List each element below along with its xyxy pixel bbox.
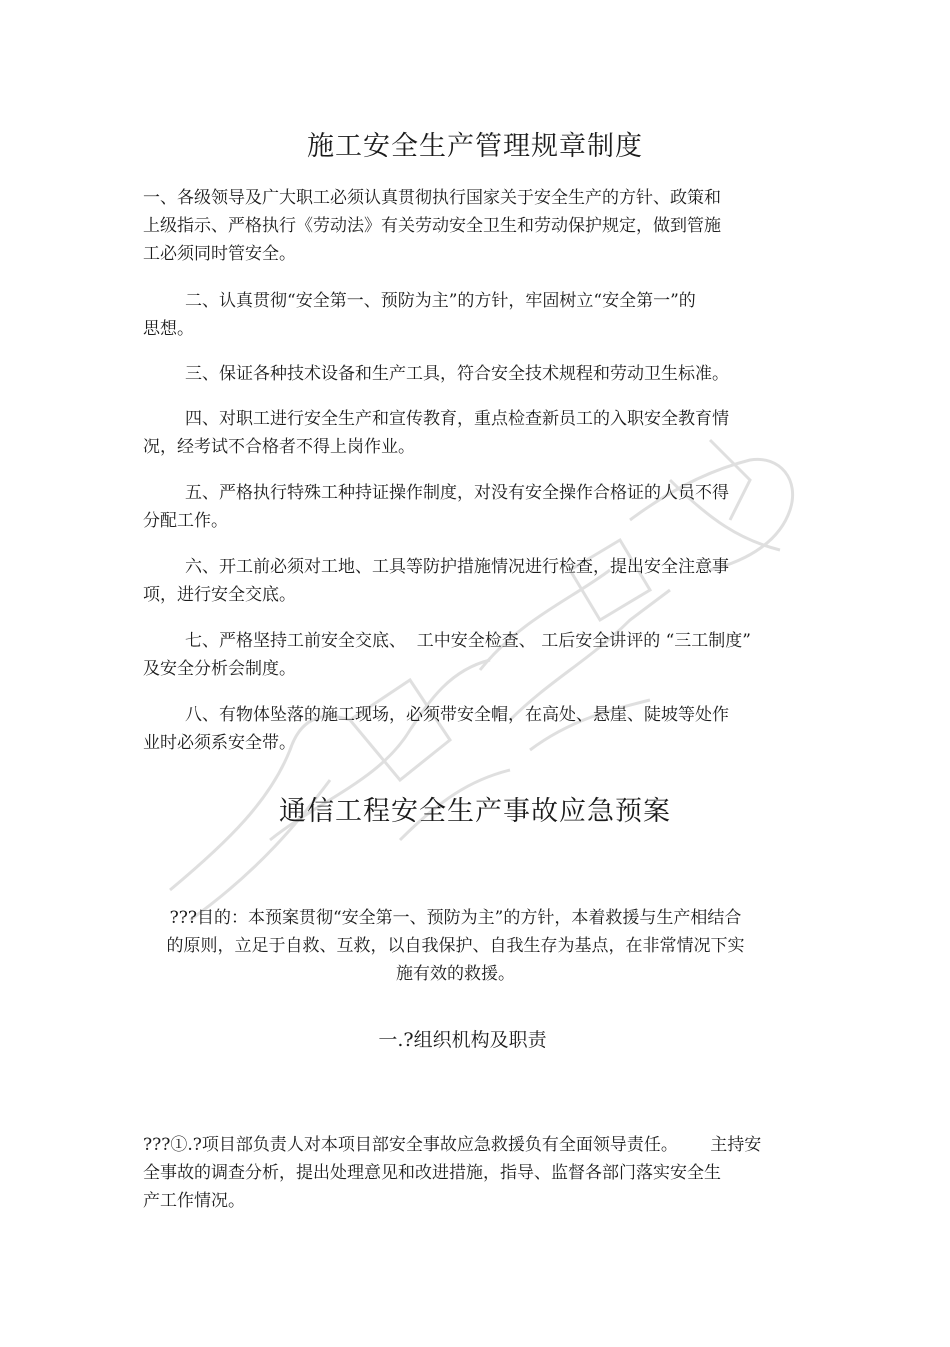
- purpose-paragraph: ???目的：本预案贯彻“安全第一、预防为主”的方针，本着救援与生产相结合 的原则，立足于自救、互救，以自我保护、自我生存为基点，在非常情况下实 施有效的救援。: [166, 908, 745, 984]
- rule-7: 七、严格坚持工前安全交底、 工中安全检查、 工后安全讲评的 “三工制度” 及安全分析会制度。: [143, 631, 751, 679]
- rule-5: 五、严格执行特殊工种持证操作制度，对没有安全操作合格证的人员不得 分配工作。: [143, 483, 729, 531]
- rule-8: 八、有物体坠落的施工现场，必须带安全帽，在高处、悬崖、陡坡等处作 业时必须系安全带。: [143, 705, 729, 753]
- rule-6: 六、开工前必须对工地、工具等防护措施情况进行检查，提出安全注意事 项，进行安全交底。: [143, 557, 729, 605]
- rule-4: 四、对职工进行安全生产和宣传教育，重点检查新员工的入职安全教育情 况，经考试不合格者不得上岗作业。: [143, 409, 729, 457]
- duty-paragraph-1: ???①.?项目部负责人对本项目部安全事故应急救援负有全面领导责任。 主持安 全事故的调查分析，提出处理意见和改进措施，指导、监督各部门落实安全生 产工作情况。: [143, 1135, 762, 1211]
- rule-1: 一、各级领导及广大职工必须认真贯彻执行国家关于安全生产的方针、政策和 上级指示、严格执行《劳动法》有关劳动安全卫生和劳动保护规定，做到管施 工必须同时管安全。: [143, 188, 721, 264]
- rule-2: 二、认真贯彻“安全第一、预防为主”的方针，牢固树立“安全第一”的 思想。: [143, 291, 696, 339]
- document-title: 施工安全生产管理规章制度: [307, 131, 643, 162]
- emergency-plan-title: 通信工程安全生产事故应急预案: [279, 796, 671, 827]
- section-organization: 一.?组织机构及职责: [378, 1029, 547, 1051]
- rule-3: 三、保证各种技术设备和生产工具，符合安全技术规程和劳动卫生标准。: [185, 364, 729, 384]
